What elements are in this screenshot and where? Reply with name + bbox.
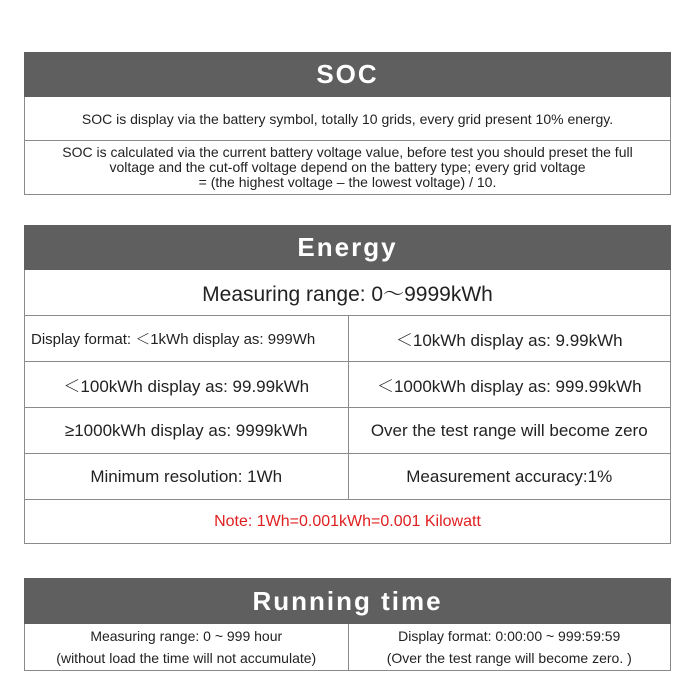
soc-calculation	[25, 140, 670, 194]
soc-calc-line-3: = (the highest voltage – the lowest voltage) / 10.	[198, 174, 497, 190]
energy-cell: Measurement accuracy:1%	[348, 453, 671, 499]
soc-description: SOC is display via the battery symbol, totally 10 grids, every grid present 10% energy.	[81, 110, 614, 127]
energy-cell: Display format: ＜1kWh display as: 999Wh	[25, 315, 348, 361]
energy-cell: Minimum resolution: 1Wh	[25, 453, 348, 499]
energy-cell: ≥1000kWh display as: 9999kWh	[25, 407, 348, 453]
running-time-range-cell	[25, 624, 348, 670]
running-format-line-2: (Over the test range will become zero. )	[386, 650, 632, 666]
soc-section	[24, 52, 671, 195]
energy-row	[25, 407, 670, 453]
energy-note: Note: 1Wh=0.001kWh=0.001 Kilowatt	[25, 499, 670, 543]
soc-table	[24, 97, 671, 195]
energy-measuring-range: Measuring range: 0～9999kWh	[202, 282, 493, 306]
energy-cell: ＜100kWh display as: 99.99kWh	[25, 361, 348, 407]
running-time-section	[24, 578, 671, 671]
energy-row	[25, 361, 670, 407]
energy-cell: ＜1000kWh display as: 999.99kWh	[348, 361, 671, 407]
soc-calc-line-1: SOC is calculated via the current battery voltage value, before test you should preset the full	[62, 144, 633, 160]
running-time-row	[25, 624, 670, 670]
running-range-line-2: (without load the time will not accumulate)	[56, 650, 317, 666]
running-time-title: Running time	[24, 578, 671, 624]
soc-calc-line-2: voltage and the cut-off voltage depend on the battery type; every grid voltage	[109, 159, 586, 175]
running-time-format-cell	[348, 624, 671, 670]
running-format-line-1: Display format: 0:00:00 ~ 999:59:59	[398, 628, 621, 644]
energy-row	[25, 453, 670, 499]
energy-section	[24, 225, 671, 544]
energy-cell: Over the test range will become zero	[348, 407, 671, 453]
soc-title: SOC	[24, 52, 671, 97]
energy-row	[25, 315, 670, 361]
running-time-table	[24, 624, 671, 671]
running-range-line-1: Measuring range: 0 ~ 999 hour	[90, 628, 283, 644]
energy-title: Energy	[24, 225, 671, 270]
energy-cell: ＜10kWh display as: 9.99kWh	[348, 315, 671, 361]
energy-table	[24, 270, 671, 544]
